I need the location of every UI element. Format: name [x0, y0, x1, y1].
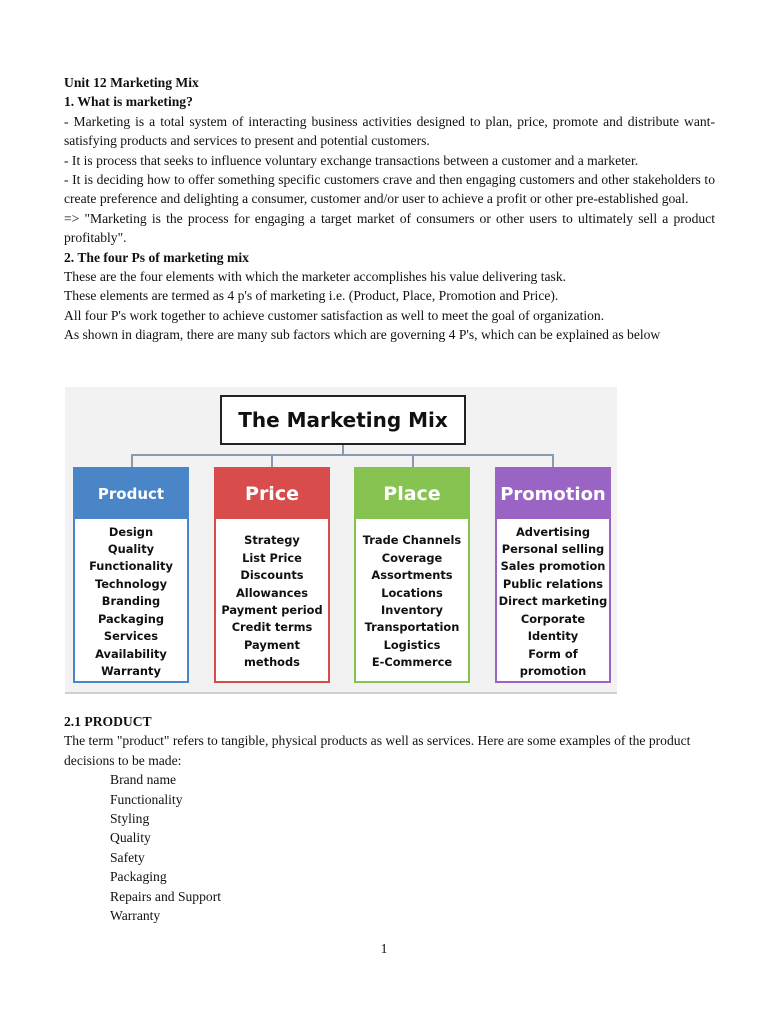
sec2-heading: 2. The four Ps of marketing mix — [64, 249, 249, 265]
list-item: Warranty — [101, 663, 161, 678]
list-item: Safety — [110, 849, 145, 865]
place-column — [354, 467, 470, 683]
place-heading: Place — [356, 469, 468, 519]
product-column — [73, 467, 189, 683]
sec1-heading: 1. What is marketing? — [64, 94, 193, 110]
diagram-title: The Marketing Mix — [220, 395, 466, 445]
section-product — [64, 712, 715, 925]
list-item: Discounts — [240, 568, 304, 583]
list-item: Quality — [107, 542, 155, 557]
product-items — [75, 519, 187, 685]
list-item: Direct marketing — [498, 594, 608, 609]
list-item: Inventory — [381, 603, 443, 617]
section-marketing-intro — [64, 73, 715, 345]
list-item: Payment methods — [244, 637, 300, 670]
list-item: Packaging — [110, 869, 167, 885]
marketing-mix-diagram — [65, 387, 617, 694]
connector-line — [412, 454, 414, 467]
connector-line — [271, 454, 273, 467]
list-item: Logistics — [383, 637, 441, 652]
product-decisions-list — [64, 770, 715, 925]
list-item: Technology — [94, 576, 168, 591]
list-item: Repairs and Support — [110, 888, 222, 904]
sec1-paragraph-1: - Marketing is a total system of interacting business activities designed to plan, price, promote and distribute want-satisfying products and services to present and potential customers. — [64, 113, 715, 149]
list-item: Corporate Identity — [520, 611, 586, 644]
list-item: Credit terms — [231, 620, 313, 635]
page-number: 1 — [380, 941, 388, 956]
list-item: Sales promotion — [500, 559, 606, 574]
list-item: Design — [108, 524, 154, 539]
list-item: List Price — [242, 550, 302, 565]
list-item: Availability — [95, 646, 167, 661]
promotion-heading: Promotion — [497, 469, 609, 519]
sec2-paragraph-2: These elements are termed as 4 p's of marketing i.e. (Product, Place, Promotion and Price). — [64, 288, 559, 304]
list-item: Payment period — [221, 603, 323, 617]
list-item: E-Commerce — [371, 655, 453, 670]
connector-line — [552, 454, 554, 467]
list-item: Locations — [381, 585, 443, 600]
product-heading: Product — [75, 469, 187, 519]
sec21-paragraph: The term "product" refers to tangible, physical products as well as services. Here are some examples of the product decisions to be made: — [64, 733, 691, 768]
list-item: Public relations — [502, 576, 604, 591]
sec1-paragraph-2: - It is process that seeks to influence voluntary exchange transactions between a customer and a marketer. — [64, 152, 639, 168]
list-item: Quality — [110, 830, 151, 846]
list-item: Branding — [101, 594, 161, 609]
price-items — [216, 519, 328, 685]
list-item: Functionality — [110, 791, 183, 807]
sec2-paragraph-4: As shown in diagram, there are many sub factors which are governing 4 P's, which can be explained as below — [64, 327, 661, 343]
list-item: Strategy — [244, 533, 300, 548]
list-item: Styling — [110, 811, 150, 827]
sec1-paragraph-3: - It is deciding how to offer something specific customers crave and then engaging customers and other stakeholders to create preference and delighting a consumer, customer and/or user to achieve a profit or other pre-established goal. — [64, 172, 715, 207]
list-item: Assortments — [371, 568, 453, 583]
list-item: Transportation — [364, 620, 460, 635]
price-column — [214, 467, 330, 683]
list-item: Advertising — [515, 524, 591, 539]
list-item: Packaging — [97, 611, 165, 626]
sec21-heading: 2.1 PRODUCT — [64, 714, 152, 729]
list-item: Coverage — [381, 550, 443, 565]
sec2-paragraph-3: All four P's work together to achieve customer satisfaction as well to meet the goal of organization. — [64, 307, 605, 323]
list-item: Warranty — [110, 908, 161, 924]
sec1-paragraph-4: => "Marketing is the process for engaging a target market of consumers or other users to ultimately sell a product profitably". — [64, 210, 715, 246]
price-heading: Price — [216, 469, 328, 519]
promotion-column — [495, 467, 611, 683]
list-item: Personal selling — [501, 542, 605, 557]
promotion-items — [497, 519, 609, 685]
connector-line — [131, 454, 553, 456]
connector-line — [131, 454, 133, 467]
list-item: Brand name — [110, 772, 177, 788]
list-item: Services — [103, 629, 159, 644]
list-item: Allowances — [235, 585, 309, 600]
sec2-paragraph-1: These are the four elements with which the marketer accomplishes his value delivering task. — [64, 269, 567, 285]
list-item: Trade Channels — [362, 533, 462, 548]
place-items — [356, 519, 468, 685]
list-item: Functionality — [89, 559, 173, 574]
list-item: Form of promotion — [519, 646, 587, 678]
unit-title: Unit 12 Marketing Mix — [64, 75, 199, 90]
